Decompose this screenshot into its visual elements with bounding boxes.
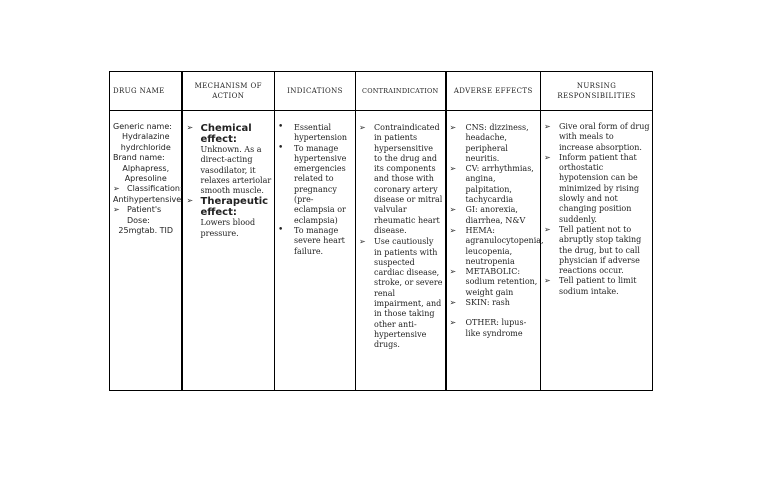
arrow-bullet-icon: ➢ bbox=[449, 164, 457, 174]
adverse-effect-item: ➢ GI: anorexia, diarrhea, N&V bbox=[449, 205, 526, 225]
drug-name-cell bbox=[110, 111, 182, 391]
indication-item: • Essential hypertension bbox=[278, 122, 348, 143]
arrow-bullet-icon: ➢ bbox=[359, 123, 366, 132]
drug-study-table bbox=[109, 71, 653, 391]
chemical-effect-item bbox=[187, 123, 273, 196]
chemical-effect-text: Unknown. As a direct-acting vasodilator, it relaxes arteriolar smooth muscle. bbox=[200, 145, 272, 196]
nursing-item: ➢ Give oral form of drug with meals to increase absorption. bbox=[544, 122, 650, 152]
contraindication-item: ➢ Use cautiously in patients with suspected cardiac disease, stroke, or severe renal impairment, and in those taking other anti-hypertensive drugs. bbox=[359, 237, 443, 350]
adverse-effects-cell bbox=[446, 111, 544, 391]
generic-label: Generic name: bbox=[113, 122, 172, 131]
arrow-bullet-icon: ➢ bbox=[449, 267, 457, 277]
arrow-bullet-icon: ➢ bbox=[186, 196, 194, 206]
arrow-bullet-icon: ➢ bbox=[186, 123, 194, 132]
nursing-cell bbox=[541, 111, 653, 391]
generic-name: Hydralazine hydrchloride bbox=[120, 132, 171, 152]
adverse-effect-item: ➢ METABOLIC: sodium retention, weight gain bbox=[449, 267, 538, 297]
arrow-bullet-icon: ➢ bbox=[544, 276, 551, 286]
indication-item: • To manage severe heart failure. bbox=[278, 224, 345, 256]
header-drug-name: DRUG NAME bbox=[110, 72, 182, 111]
adverse-effect-item: ➢ OTHER: lupus-like syndrome bbox=[449, 318, 527, 338]
nursing-item: ➢ Inform patient that orthostatic hypotension can be minimized by rising slowly and not changing position suddenly. bbox=[544, 152, 640, 224]
adverse-effect-item: ➢ CNS: dizziness, headache, peripheral neuritis. bbox=[449, 123, 529, 163]
contraindication-cell bbox=[356, 111, 446, 391]
nursing-item: ➢ Tell patient not to abruptly stop taking the drug, but to call physician if adverse reactions occur. bbox=[544, 224, 642, 276]
dose-item bbox=[113, 205, 179, 226]
nursing-item: ➢ Tell patient to limit sodium intake. bbox=[544, 276, 637, 296]
contraindication-item: ➢ Contraindicated in patients hypersensitive to the drug and its components and those with coronary artery disease or mitral valvular rheumatic heart disease. bbox=[359, 123, 443, 235]
header-contraindication: CONTRAINDICATION bbox=[356, 72, 446, 111]
header-adverse-effects: ADVERSE EFFECTS bbox=[446, 72, 541, 111]
arrow-bullet-icon: ➢ bbox=[449, 205, 457, 215]
therapeutic-effect-label: Therapeutic effect: bbox=[200, 196, 269, 219]
arrow-bullet-icon: ➢ bbox=[449, 298, 457, 308]
header-mechanism: MECHANISM OF ACTION bbox=[182, 72, 275, 111]
dose-label: Patient's Dose: bbox=[127, 205, 162, 225]
arrow-bullet-icon: ➢ bbox=[359, 237, 366, 247]
arrow-bullet-icon: ➢ bbox=[113, 205, 120, 215]
bullet-icon: • bbox=[278, 224, 284, 235]
indication-item: • To manage hypertensive emergencies related to pregnancy (pre-eclampsia or eclampsia) bbox=[278, 142, 347, 225]
arrow-bullet-icon: ➢ bbox=[544, 224, 551, 234]
adverse-effect-item: ➢ HEMA: agranulocytopenia, leucopenia, neutropenia bbox=[449, 225, 544, 266]
arrow-bullet-icon: ➢ bbox=[449, 123, 457, 132]
brand-label: Brand name: bbox=[113, 153, 165, 163]
header-nursing: NURSING RESPONSIBILITIES bbox=[541, 72, 653, 111]
body-row bbox=[110, 111, 653, 391]
therapeutic-effect-text: Lowers blood pressure. bbox=[200, 218, 256, 238]
indications-cell bbox=[275, 111, 356, 391]
header-row bbox=[110, 72, 653, 111]
arrow-bullet-icon: ➢ bbox=[544, 152, 551, 162]
chemical-effect-label: Chemical effect: bbox=[200, 123, 252, 145]
mechanism-cell bbox=[182, 111, 275, 391]
arrow-bullet-icon: ➢ bbox=[449, 225, 457, 235]
adverse-effect-item: ➢ CV: arrhythmias, angina, palpitation, tachycardia bbox=[449, 164, 534, 205]
therapeutic-effect-item bbox=[187, 196, 273, 239]
header-indications: INDICATIONS bbox=[275, 72, 356, 111]
arrow-bullet-icon: ➢ bbox=[544, 122, 551, 131]
classification-value: Antihypertensive bbox=[113, 194, 182, 204]
classification-item bbox=[113, 184, 183, 194]
arrow-bullet-icon: ➢ bbox=[449, 318, 457, 328]
adverse-effect-item: ➢ SKIN: rash bbox=[449, 298, 510, 308]
arrow-bullet-icon: ➢ bbox=[113, 184, 120, 194]
classification-label: Classification: bbox=[127, 184, 183, 194]
bullet-icon: • bbox=[278, 122, 284, 132]
dose-value: 25mgtab. TID bbox=[118, 226, 174, 236]
brand-name: Alphapress, Apresoline bbox=[122, 163, 170, 184]
bullet-icon: • bbox=[278, 142, 284, 153]
